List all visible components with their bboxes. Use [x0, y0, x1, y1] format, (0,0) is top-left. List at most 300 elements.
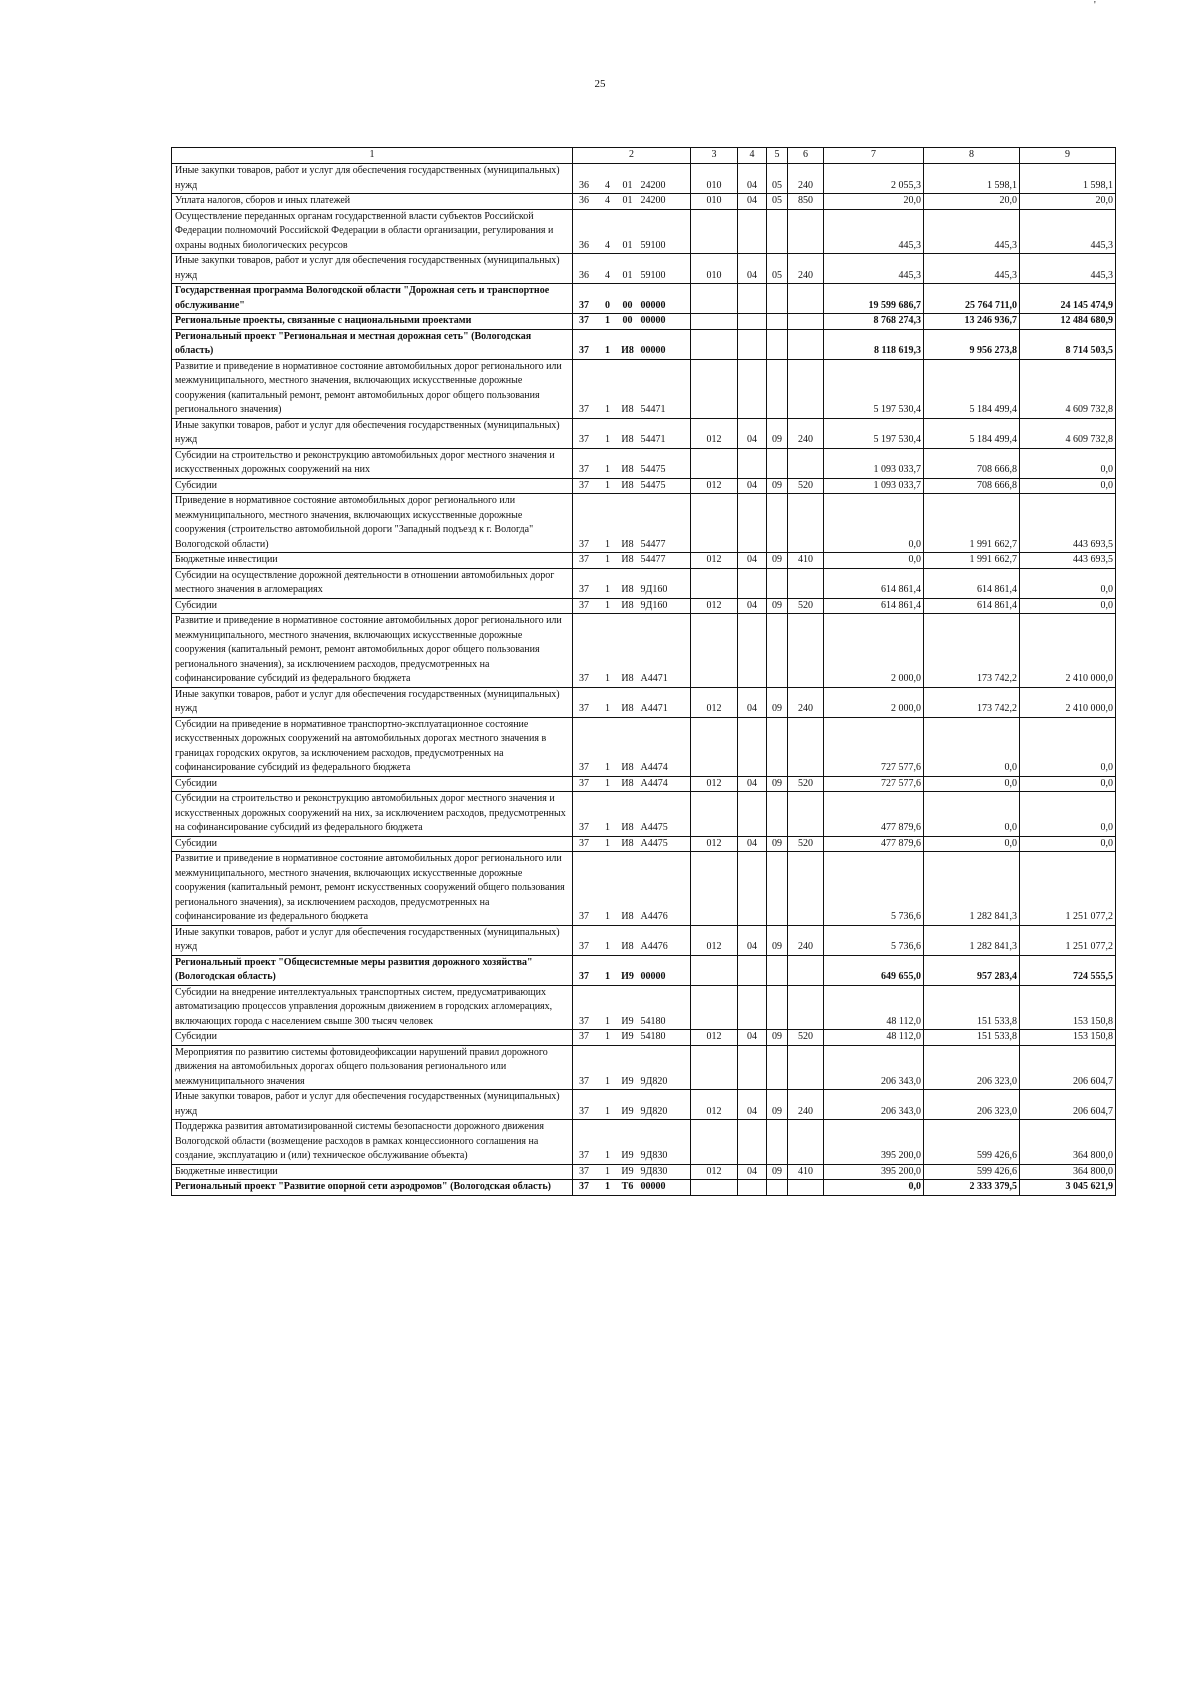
row-description: Субсидии на осуществление дорожной деятельности в отношении автомобильных дорог местного значения в агломерациях	[172, 568, 573, 598]
table-row	[172, 209, 1116, 254]
expense-type-code	[788, 329, 824, 359]
amount-col-9: 0,0	[1020, 792, 1116, 837]
section-code	[738, 985, 767, 1030]
expense-type-code: 240	[788, 687, 824, 717]
table-row	[172, 836, 1116, 852]
code-program: 37	[573, 687, 599, 717]
code-project: И8	[617, 418, 639, 448]
amount-col-8: 173 742,2	[924, 614, 1020, 688]
row-description: Бюджетные инвестиции	[172, 1164, 573, 1180]
amount-col-7: 1 093 033,7	[824, 448, 924, 478]
amount-col-7: 5 736,6	[824, 925, 924, 955]
code-direction: 9Д160	[639, 598, 691, 614]
subsection-code: 09	[767, 687, 788, 717]
code-direction: 9Д830	[639, 1120, 691, 1165]
code-subprogram: 1	[599, 955, 617, 985]
code-direction: 54477	[639, 494, 691, 553]
ministry-code: 012	[691, 687, 738, 717]
table-row	[172, 553, 1116, 569]
row-description: Иные закупки товаров, работ и услуг для обеспечения государственных (муниципальных) нужд	[172, 1090, 573, 1120]
code-program: 37	[573, 329, 599, 359]
code-direction: 9Д820	[639, 1045, 691, 1090]
code-subprogram: 4	[599, 209, 617, 254]
amount-col-7: 206 343,0	[824, 1045, 924, 1090]
code-subprogram: 1	[599, 836, 617, 852]
code-subprogram: 1	[599, 1045, 617, 1090]
row-description: Приведение в нормативное состояние автомобильных дорог регионального или межмуниципального, местного значения, включающих искусственные дорожные сооружения (строительство автомобильной дороги "Западный подъезд к г. Вологда" Вологодской области)	[172, 494, 573, 553]
code-project: И9	[617, 1030, 639, 1046]
ministry-code: 012	[691, 418, 738, 448]
ministry-code: 012	[691, 1090, 738, 1120]
amount-col-7: 0,0	[824, 553, 924, 569]
row-description: Региональный проект "Развитие опорной сети аэродромов" (Вологодская область)	[172, 1180, 573, 1196]
subsection-code: 09	[767, 478, 788, 494]
subsection-code	[767, 359, 788, 418]
ministry-code	[691, 448, 738, 478]
code-project: Т6	[617, 1180, 639, 1196]
section-code: 04	[738, 478, 767, 494]
code-project: И8	[617, 598, 639, 614]
amount-col-8: 599 426,6	[924, 1164, 1020, 1180]
ministry-code	[691, 568, 738, 598]
expense-type-code	[788, 209, 824, 254]
row-description: Иные закупки товаров, работ и услуг для обеспечения государственных (муниципальных) нужд	[172, 925, 573, 955]
amount-col-7: 614 861,4	[824, 598, 924, 614]
code-program: 37	[573, 568, 599, 598]
amount-col-9: 364 800,0	[1020, 1164, 1116, 1180]
ministry-code	[691, 1120, 738, 1165]
section-code	[738, 717, 767, 776]
code-direction: 00000	[639, 314, 691, 330]
code-subprogram: 1	[599, 985, 617, 1030]
row-description: Государственная программа Вологодской области "Дорожная сеть и транспортное обслуживание"	[172, 284, 573, 314]
code-subprogram: 1	[599, 792, 617, 837]
row-description: Региональные проекты, связанные с национальными проектами	[172, 314, 573, 330]
code-project: И8	[617, 925, 639, 955]
amount-col-7: 48 112,0	[824, 985, 924, 1030]
code-program: 37	[573, 1120, 599, 1165]
amount-col-7: 5 197 530,4	[824, 418, 924, 448]
section-code	[738, 448, 767, 478]
expense-type-code: 520	[788, 776, 824, 792]
ministry-code: 010	[691, 254, 738, 284]
code-direction: 54471	[639, 359, 691, 418]
row-description: Развитие и приведение в нормативное состояние автомобильных дорог регионального или межмуниципального, местного значения, включающих искусственные дорожные сооружения (капитальный ремонт, ремонт искусственных сооружений общего пользования регионального значения), за исключением расходов, предусмотренных на софинансирование из федерального бюджета	[172, 852, 573, 926]
amount-col-7: 20,0	[824, 194, 924, 210]
code-subprogram: 1	[599, 776, 617, 792]
expense-type-code: 240	[788, 164, 824, 194]
section-code: 04	[738, 687, 767, 717]
expense-type-code	[788, 985, 824, 1030]
amount-col-8: 25 764 711,0	[924, 284, 1020, 314]
code-project: И8	[617, 494, 639, 553]
row-description: Иные закупки товаров, работ и услуг для обеспечения государственных (муниципальных) нужд	[172, 164, 573, 194]
amount-col-7: 0,0	[824, 494, 924, 553]
ministry-code: 012	[691, 598, 738, 614]
table-row	[172, 852, 1116, 926]
ministry-code	[691, 955, 738, 985]
code-direction: 9Д820	[639, 1090, 691, 1120]
expense-type-code	[788, 614, 824, 688]
table-row	[172, 792, 1116, 837]
code-project: И8	[617, 553, 639, 569]
section-code	[738, 614, 767, 688]
code-project: И8	[617, 792, 639, 837]
amount-col-8: 957 283,4	[924, 955, 1020, 985]
amount-col-7: 445,3	[824, 209, 924, 254]
code-program: 36	[573, 164, 599, 194]
ministry-code	[691, 852, 738, 926]
code-subprogram: 0	[599, 284, 617, 314]
header-cell-5: 5	[767, 148, 788, 164]
code-project: И9	[617, 1120, 639, 1165]
row-description: Осуществление переданных органам государственной власти субъектов Российской Федерации полномочий Российской Федерации в области организации, регулирования и охраны водных биологических ресурсов	[172, 209, 573, 254]
table-header-row	[172, 148, 1116, 164]
code-direction: 54180	[639, 1030, 691, 1046]
ministry-code	[691, 209, 738, 254]
amount-col-9: 0,0	[1020, 836, 1116, 852]
amount-col-8: 206 323,0	[924, 1090, 1020, 1120]
header-cell-4: 4	[738, 148, 767, 164]
code-direction: 24200	[639, 194, 691, 210]
code-subprogram: 1	[599, 1030, 617, 1046]
code-direction: 00000	[639, 1180, 691, 1196]
table-row	[172, 254, 1116, 284]
amount-col-8: 173 742,2	[924, 687, 1020, 717]
header-cell-2: 2	[573, 148, 691, 164]
code-subprogram: 1	[599, 598, 617, 614]
row-description: Субсидии	[172, 478, 573, 494]
section-code	[738, 1180, 767, 1196]
section-code: 04	[738, 254, 767, 284]
amount-col-7: 395 200,0	[824, 1120, 924, 1165]
table-row	[172, 1120, 1116, 1165]
subsection-code: 05	[767, 254, 788, 284]
amount-col-7: 477 879,6	[824, 836, 924, 852]
header-cell-6: 6	[788, 148, 824, 164]
section-code	[738, 209, 767, 254]
code-program: 37	[573, 284, 599, 314]
code-program: 37	[573, 1164, 599, 1180]
table-row	[172, 598, 1116, 614]
code-subprogram: 1	[599, 614, 617, 688]
table-row	[172, 776, 1116, 792]
expense-type-code: 520	[788, 1030, 824, 1046]
code-direction: А4475	[639, 792, 691, 837]
code-subprogram: 1	[599, 553, 617, 569]
code-subprogram: 4	[599, 164, 617, 194]
table-row	[172, 418, 1116, 448]
expense-type-code	[788, 494, 824, 553]
code-direction: 54180	[639, 985, 691, 1030]
ministry-code: 012	[691, 478, 738, 494]
subsection-code: 09	[767, 925, 788, 955]
amount-col-7: 1 093 033,7	[824, 478, 924, 494]
amount-col-9: 24 145 474,9	[1020, 284, 1116, 314]
code-program: 36	[573, 254, 599, 284]
amount-col-9: 445,3	[1020, 209, 1116, 254]
table-row	[172, 687, 1116, 717]
table-row	[172, 568, 1116, 598]
table-row	[172, 955, 1116, 985]
ministry-code	[691, 284, 738, 314]
amount-col-9: 0,0	[1020, 598, 1116, 614]
table-row	[172, 1030, 1116, 1046]
ministry-code: 012	[691, 776, 738, 792]
ministry-code	[691, 717, 738, 776]
row-description: Субсидии	[172, 836, 573, 852]
subsection-code	[767, 792, 788, 837]
amount-col-7: 5 197 530,4	[824, 359, 924, 418]
amount-col-9: 443 693,5	[1020, 553, 1116, 569]
ministry-code: 012	[691, 925, 738, 955]
amount-col-8: 614 861,4	[924, 568, 1020, 598]
amount-col-9: 12 484 680,9	[1020, 314, 1116, 330]
code-project: 01	[617, 254, 639, 284]
ministry-code	[691, 1045, 738, 1090]
section-code: 04	[738, 553, 767, 569]
expense-type-code: 410	[788, 553, 824, 569]
amount-col-9: 0,0	[1020, 717, 1116, 776]
expense-type-code	[788, 717, 824, 776]
subsection-code: 09	[767, 836, 788, 852]
subsection-code: 09	[767, 1090, 788, 1120]
code-program: 37	[573, 553, 599, 569]
row-description: Субсидии	[172, 598, 573, 614]
section-code: 04	[738, 1164, 767, 1180]
table-row	[172, 194, 1116, 210]
subsection-code: 09	[767, 1164, 788, 1180]
code-direction: А4471	[639, 687, 691, 717]
code-project: И9	[617, 1045, 639, 1090]
section-code: 04	[738, 164, 767, 194]
code-project: 01	[617, 164, 639, 194]
code-subprogram: 4	[599, 254, 617, 284]
code-direction: 9Д830	[639, 1164, 691, 1180]
table-body	[172, 164, 1116, 1196]
row-description: Региональный проект "Региональная и местная дорожная сеть" (Вологодская область)	[172, 329, 573, 359]
section-code: 04	[738, 418, 767, 448]
code-project: И8	[617, 717, 639, 776]
ministry-code	[691, 314, 738, 330]
code-project: 00	[617, 314, 639, 330]
corner-mark: '	[1094, 0, 1096, 11]
section-code	[738, 1120, 767, 1165]
amount-col-7: 2 000,0	[824, 687, 924, 717]
table-row	[172, 284, 1116, 314]
code-program: 37	[573, 494, 599, 553]
code-project: И8	[617, 687, 639, 717]
expense-type-code	[788, 1045, 824, 1090]
subsection-code	[767, 284, 788, 314]
code-program: 37	[573, 1180, 599, 1196]
subsection-code	[767, 568, 788, 598]
ministry-code	[691, 494, 738, 553]
table-row	[172, 1090, 1116, 1120]
row-description: Субсидии	[172, 1030, 573, 1046]
code-project: И8	[617, 776, 639, 792]
amount-col-8: 1 991 662,7	[924, 553, 1020, 569]
amount-col-9: 1 251 077,2	[1020, 925, 1116, 955]
amount-col-9: 724 555,5	[1020, 955, 1116, 985]
amount-col-7: 614 861,4	[824, 568, 924, 598]
code-program: 37	[573, 359, 599, 418]
code-project: И8	[617, 359, 639, 418]
code-project: И8	[617, 568, 639, 598]
code-subprogram: 1	[599, 314, 617, 330]
table-row	[172, 448, 1116, 478]
table-row	[172, 329, 1116, 359]
ministry-code	[691, 614, 738, 688]
amount-col-7: 48 112,0	[824, 1030, 924, 1046]
subsection-code: 09	[767, 418, 788, 448]
code-program: 37	[573, 614, 599, 688]
section-code: 04	[738, 1030, 767, 1046]
code-project: И8	[617, 448, 639, 478]
ministry-code: 012	[691, 1164, 738, 1180]
code-subprogram: 1	[599, 329, 617, 359]
subsection-code	[767, 955, 788, 985]
code-program: 37	[573, 448, 599, 478]
row-description: Субсидии на строительство и реконструкцию автомобильных дорог местного значения и искусственных дорожных сооружений на них	[172, 448, 573, 478]
amount-col-7: 0,0	[824, 1180, 924, 1196]
amount-col-9: 2 410 000,0	[1020, 614, 1116, 688]
amount-col-9: 2 410 000,0	[1020, 687, 1116, 717]
code-program: 37	[573, 1045, 599, 1090]
row-description: Развитие и приведение в нормативное состояние автомобильных дорог регионального или межмуниципального, местного значения, включающих искусственные дорожные сооружения (капитальный ремонт, ремонт автомобильных дорог общего пользования регионального значения)	[172, 359, 573, 418]
amount-col-8: 2 333 379,5	[924, 1180, 1020, 1196]
subsection-code: 09	[767, 1030, 788, 1046]
code-subprogram: 1	[599, 478, 617, 494]
expense-type-code	[788, 955, 824, 985]
section-code	[738, 314, 767, 330]
code-direction: 54475	[639, 448, 691, 478]
subsection-code	[767, 1120, 788, 1165]
section-code	[738, 284, 767, 314]
amount-col-9: 20,0	[1020, 194, 1116, 210]
section-code: 04	[738, 1090, 767, 1120]
subsection-code	[767, 614, 788, 688]
expense-type-code	[788, 792, 824, 837]
amount-col-8: 0,0	[924, 792, 1020, 837]
code-project: 01	[617, 209, 639, 254]
code-subprogram: 1	[599, 687, 617, 717]
amount-col-7: 2 000,0	[824, 614, 924, 688]
ministry-code: 012	[691, 1030, 738, 1046]
subsection-code	[767, 314, 788, 330]
section-code: 04	[738, 776, 767, 792]
expense-type-code	[788, 359, 824, 418]
code-subprogram: 1	[599, 717, 617, 776]
table-row	[172, 164, 1116, 194]
section-code	[738, 568, 767, 598]
code-program: 36	[573, 209, 599, 254]
expense-type-code	[788, 1180, 824, 1196]
amount-col-8: 0,0	[924, 836, 1020, 852]
code-subprogram: 1	[599, 1164, 617, 1180]
code-program: 36	[573, 194, 599, 210]
amount-col-8: 599 426,6	[924, 1120, 1020, 1165]
subsection-code	[767, 717, 788, 776]
code-subprogram: 1	[599, 359, 617, 418]
section-code: 04	[738, 598, 767, 614]
ministry-code	[691, 329, 738, 359]
header-cell-1: 1	[172, 148, 573, 164]
amount-col-9: 4 609 732,8	[1020, 359, 1116, 418]
row-description: Иные закупки товаров, работ и услуг для обеспечения государственных (муниципальных) нужд	[172, 687, 573, 717]
code-subprogram: 1	[599, 568, 617, 598]
amount-col-9: 153 150,8	[1020, 1030, 1116, 1046]
expense-type-code	[788, 314, 824, 330]
amount-col-8: 445,3	[924, 209, 1020, 254]
section-code	[738, 955, 767, 985]
row-description: Субсидии	[172, 776, 573, 792]
expense-type-code: 410	[788, 1164, 824, 1180]
code-project: И8	[617, 329, 639, 359]
code-direction: 00000	[639, 284, 691, 314]
section-code: 04	[738, 836, 767, 852]
table-row	[172, 1045, 1116, 1090]
expense-type-code: 520	[788, 478, 824, 494]
amount-col-7: 8 118 619,3	[824, 329, 924, 359]
amount-col-8: 5 184 499,4	[924, 418, 1020, 448]
amount-col-9: 1 598,1	[1020, 164, 1116, 194]
amount-col-9: 3 045 621,9	[1020, 1180, 1116, 1196]
amount-col-9: 445,3	[1020, 254, 1116, 284]
amount-col-7: 727 577,6	[824, 717, 924, 776]
ministry-code: 012	[691, 553, 738, 569]
code-subprogram: 1	[599, 1120, 617, 1165]
expense-type-code: 240	[788, 254, 824, 284]
subsection-code	[767, 494, 788, 553]
table-row	[172, 925, 1116, 955]
table-row	[172, 717, 1116, 776]
code-direction: 9Д160	[639, 568, 691, 598]
code-project: И9	[617, 955, 639, 985]
subsection-code: 05	[767, 194, 788, 210]
amount-col-8: 445,3	[924, 254, 1020, 284]
code-program: 37	[573, 1030, 599, 1046]
row-description: Субсидии на строительство и реконструкцию автомобильных дорог местного значения и искусственных дорожных сооружений на них, за исключением расходов, предусмотренных на софинансирование субсидий из федерального бюджета	[172, 792, 573, 837]
section-code	[738, 852, 767, 926]
table-row	[172, 1164, 1116, 1180]
subsection-code	[767, 985, 788, 1030]
code-direction: А4476	[639, 852, 691, 926]
budget-table	[171, 147, 1116, 1196]
section-code: 04	[738, 194, 767, 210]
amount-col-9: 4 609 732,8	[1020, 418, 1116, 448]
code-program: 37	[573, 776, 599, 792]
amount-col-9: 153 150,8	[1020, 985, 1116, 1030]
amount-col-8: 151 533,8	[924, 1030, 1020, 1046]
amount-col-7: 5 736,6	[824, 852, 924, 926]
page-number: 25	[594, 78, 606, 90]
amount-col-9: 0,0	[1020, 776, 1116, 792]
code-program: 37	[573, 717, 599, 776]
code-subprogram: 1	[599, 1090, 617, 1120]
code-project: И9	[617, 985, 639, 1030]
row-description: Субсидии на приведение в нормативное транспортно-эксплуатационное состояние искусственных дорожных сооружений на автомобильных дорогах местного значения в границах городских округов, за исключением расходов, предусмотренных на софинансирование субсидий из федерального бюджета	[172, 717, 573, 776]
amount-col-9: 0,0	[1020, 568, 1116, 598]
code-program: 37	[573, 418, 599, 448]
amount-col-8: 13 246 936,7	[924, 314, 1020, 330]
section-code	[738, 494, 767, 553]
expense-type-code: 240	[788, 418, 824, 448]
row-description: Иные закупки товаров, работ и услуг для обеспечения государственных (муниципальных) нужд	[172, 254, 573, 284]
row-description: Поддержка развития автоматизированной системы безопасности дорожного движения Вологодской области (возмещение расходов в рамках концессионного соглашения на создание, эксплуатацию и (или) техническое обслуживание объекта)	[172, 1120, 573, 1165]
amount-col-9: 364 800,0	[1020, 1120, 1116, 1165]
code-direction: 59100	[639, 209, 691, 254]
